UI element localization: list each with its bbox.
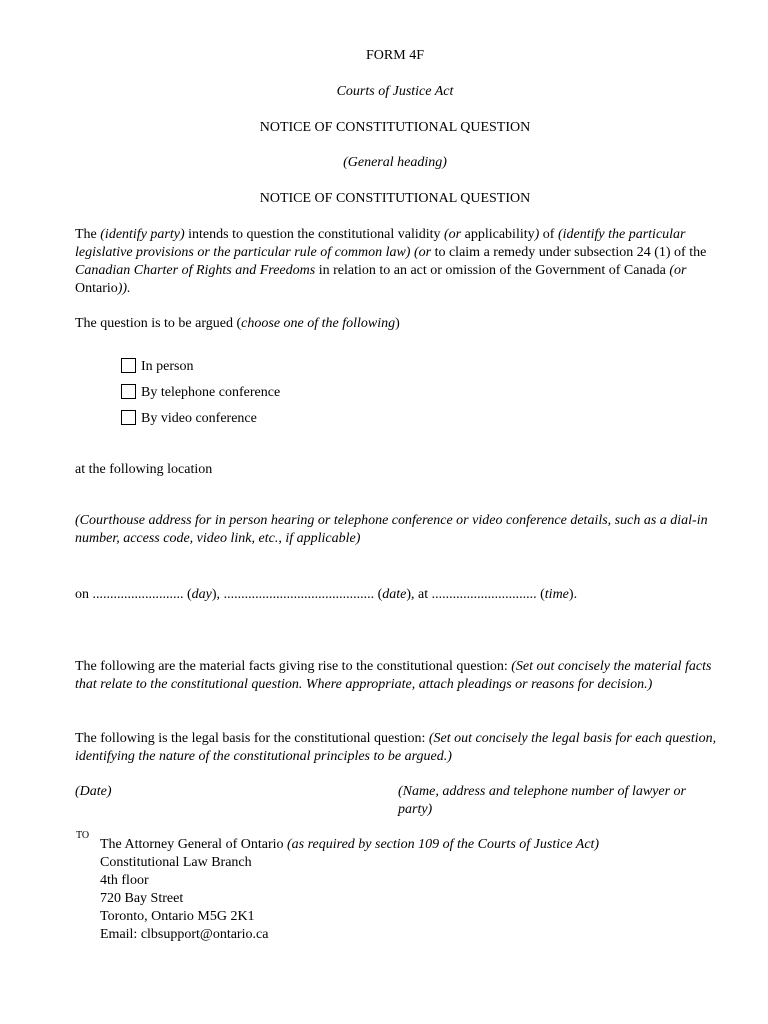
video-conference-label: By video conference: [141, 411, 257, 426]
day-blank[interactable]: ..........................: [92, 587, 184, 602]
in-person-checkbox[interactable]: [121, 358, 136, 373]
telephone-conference-checkbox[interactable]: [121, 384, 136, 399]
recipient-email[interactable]: Email: clbsupport@ontario.ca: [100, 927, 269, 942]
material-facts: The following are the material facts giving rise to the constitutional question: (Set out concisely the material facts that relate to the constitutional question. Where appropriate, attach pleadings or reasons for decision.): [75, 659, 712, 692]
signature-date: (Date): [75, 784, 112, 799]
notice-title: NOTICE OF CONSTITUTIONAL QUESTION: [259, 191, 531, 206]
recipient-name: The Attorney General of Ontario (as required by section 109 of the Courts of Justice Act): [100, 837, 600, 852]
recipient-city: Toronto, Ontario M5G 2K1: [100, 909, 255, 924]
intro-paragraph: The (identify party) intends to question the constitutional validity (or applicability) of (identify the particular legislative provisions or the particular rule of common law) (or to claim a remedy under subsection 24 (1) of the Canadian Charter of Rights and Freedoms in relation to an act or omission of the Government of Canada (or Ontario)).: [75, 227, 707, 296]
form-title: NOTICE OF CONSTITUTIONAL QUESTION: [259, 120, 531, 135]
to-label: TO: [76, 830, 90, 841]
schedule-line: on .......................... (day), ........................................... (date), at .............................. (time).: [75, 587, 578, 602]
location-instructions: (Courthouse address for in person hearing or telephone conference or video conference details, such as a dial-in number, access code, video link, etc., if applicable): [75, 513, 708, 546]
recipient-street: 720 Bay Street: [100, 891, 184, 906]
recipient-floor: 4th floor: [100, 873, 149, 888]
telephone-conference-label: By telephone conference: [141, 385, 281, 400]
recipient-branch: Constitutional Law Branch: [100, 855, 252, 870]
argument-question: The question is to be argued (choose one of the following): [75, 316, 400, 331]
time-blank[interactable]: ..............................: [431, 587, 537, 602]
in-person-label: In person: [141, 359, 194, 374]
location-label: at the following location: [75, 462, 213, 477]
lawyer-details: (Name, address and telephone number of lawyer or party): [398, 784, 686, 817]
video-conference-checkbox[interactable]: [121, 410, 136, 425]
legal-basis: The following is the legal basis for the constitutional question: (Set out concisely the legal basis for each question, identifying the nature of the constitutional principles to be argued.): [75, 731, 717, 764]
form-number: FORM 4F: [366, 48, 424, 63]
act-title: Courts of Justice Act: [336, 84, 454, 99]
general-heading: (General heading): [343, 155, 447, 170]
date-blank[interactable]: ...........................................: [223, 587, 375, 602]
